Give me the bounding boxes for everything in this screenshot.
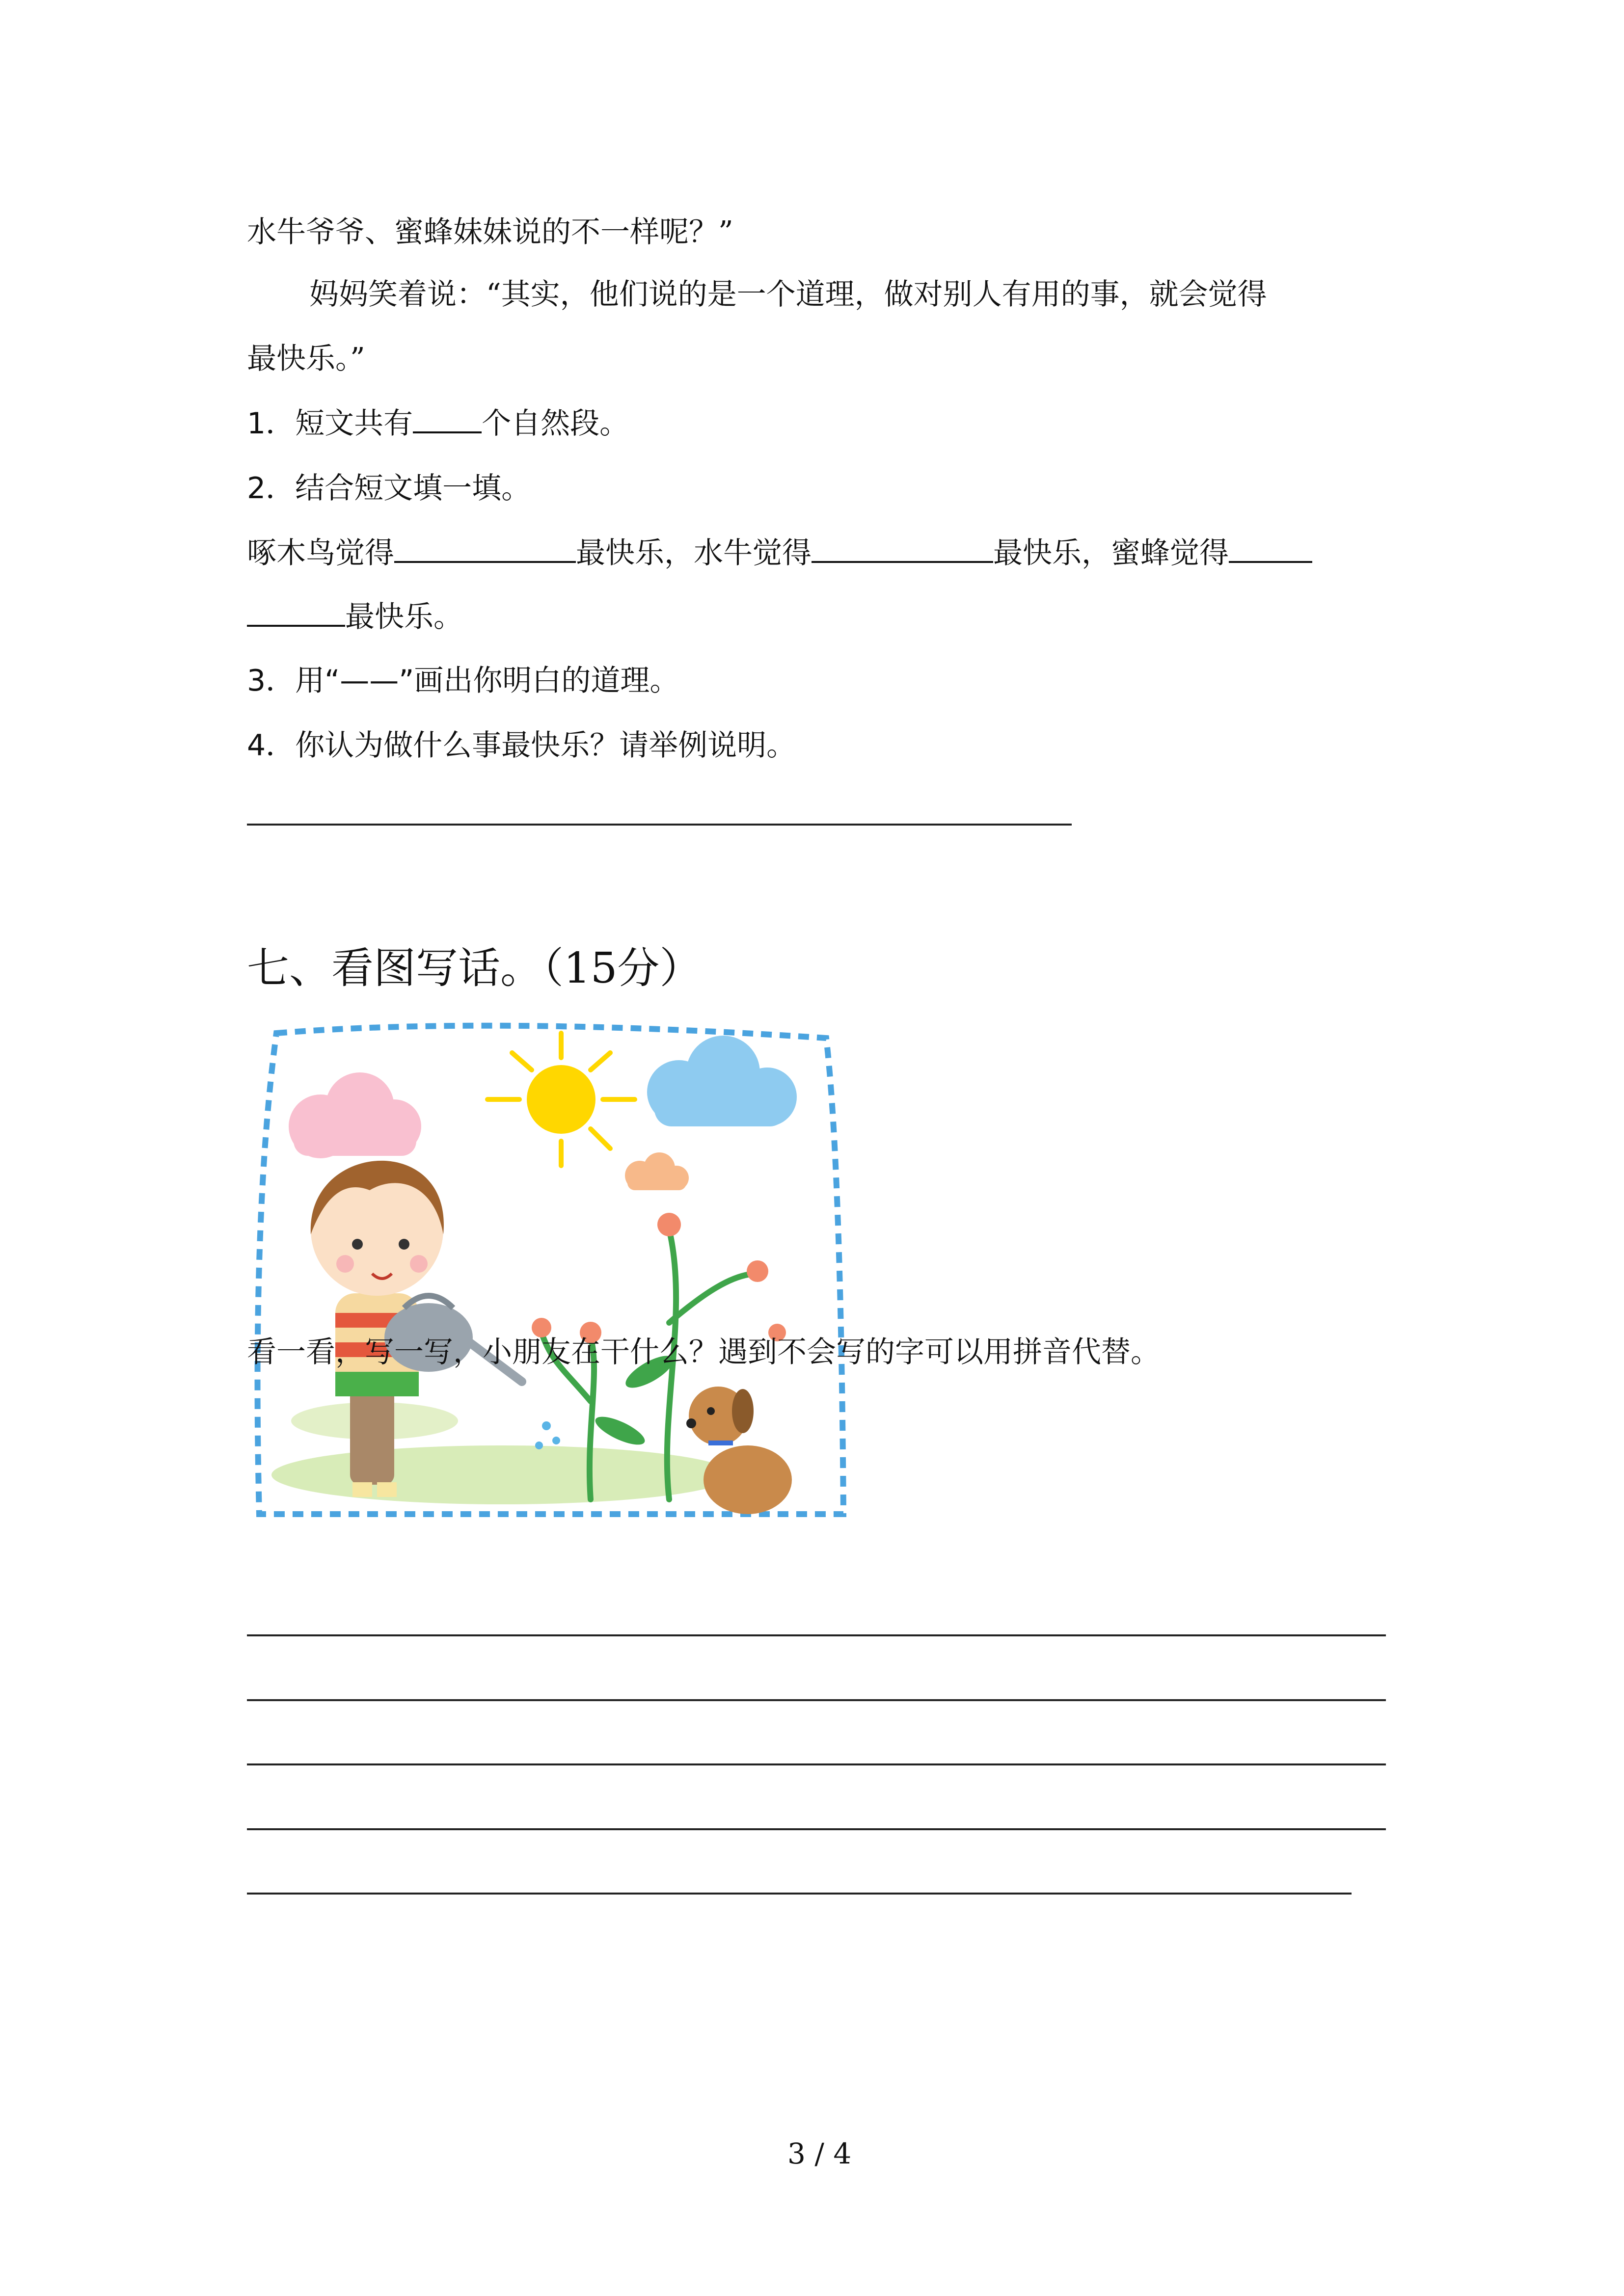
writing-line-4[interactable] [247,1828,1386,1830]
cloud-icon [289,1072,421,1158]
question-1-prefix: 1．短文共有 [247,406,413,441]
writing-line-3[interactable] [247,1763,1386,1765]
ground-hill [271,1445,733,1504]
passage-line-2: 妈妈笑着说：“其实，他们说的是一个道理，做对别人有用的事，就会觉得 [309,277,1267,312]
question-2-fill-line [247,531,1312,575]
buffalo-blank[interactable] [812,533,993,563]
passage-line-1: 水牛爷爷、蜜蜂妹妹说的不一样呢？” [247,215,733,249]
question-2: 2．结合短文填一填。 [247,471,531,506]
bee-blank-part-1[interactable] [1229,533,1312,563]
question-2-bee: 最快乐，蜜蜂觉得 [993,536,1229,570]
question-1-suffix: 个自然段。 [482,406,629,441]
question-2-buffalo: 最快乐，水牛觉得 [576,536,812,570]
sun-icon [487,1033,635,1166]
woodpecker-blank[interactable] [394,533,576,563]
cloud-icon [647,1036,797,1126]
question-4: 4．你认为做什么事最快乐？请举例说明。 [247,728,796,763]
section-7-heading: 七、看图写话。（15分） [247,944,702,993]
section-7-instruction: 看一看，写一写，小朋友在干什么？遇到不会写的字可以用拼音代替。 [247,1335,1160,1369]
question-4-answer-line[interactable] [247,824,1072,826]
passage-line-3: 最快乐。” [247,342,365,376]
writing-line-1[interactable] [247,1634,1386,1636]
question-2-end: 最快乐。 [345,600,463,634]
writing-line-5[interactable] [247,1893,1352,1895]
question-2-fill-line-2 [247,595,463,639]
dog-icon [686,1387,792,1514]
question-1 [247,401,629,446]
page-number: 3 / 4 [787,2137,852,2170]
writing-line-2[interactable] [247,1699,1386,1701]
question-2-woodpecker: 啄木鸟觉得 [247,536,394,570]
question-3: 3．用“——”画出你明白的道理。 [247,664,679,698]
question-1-blank[interactable] [413,403,482,433]
bee-blank-part-2[interactable] [247,596,345,627]
illustration [247,1018,856,1518]
